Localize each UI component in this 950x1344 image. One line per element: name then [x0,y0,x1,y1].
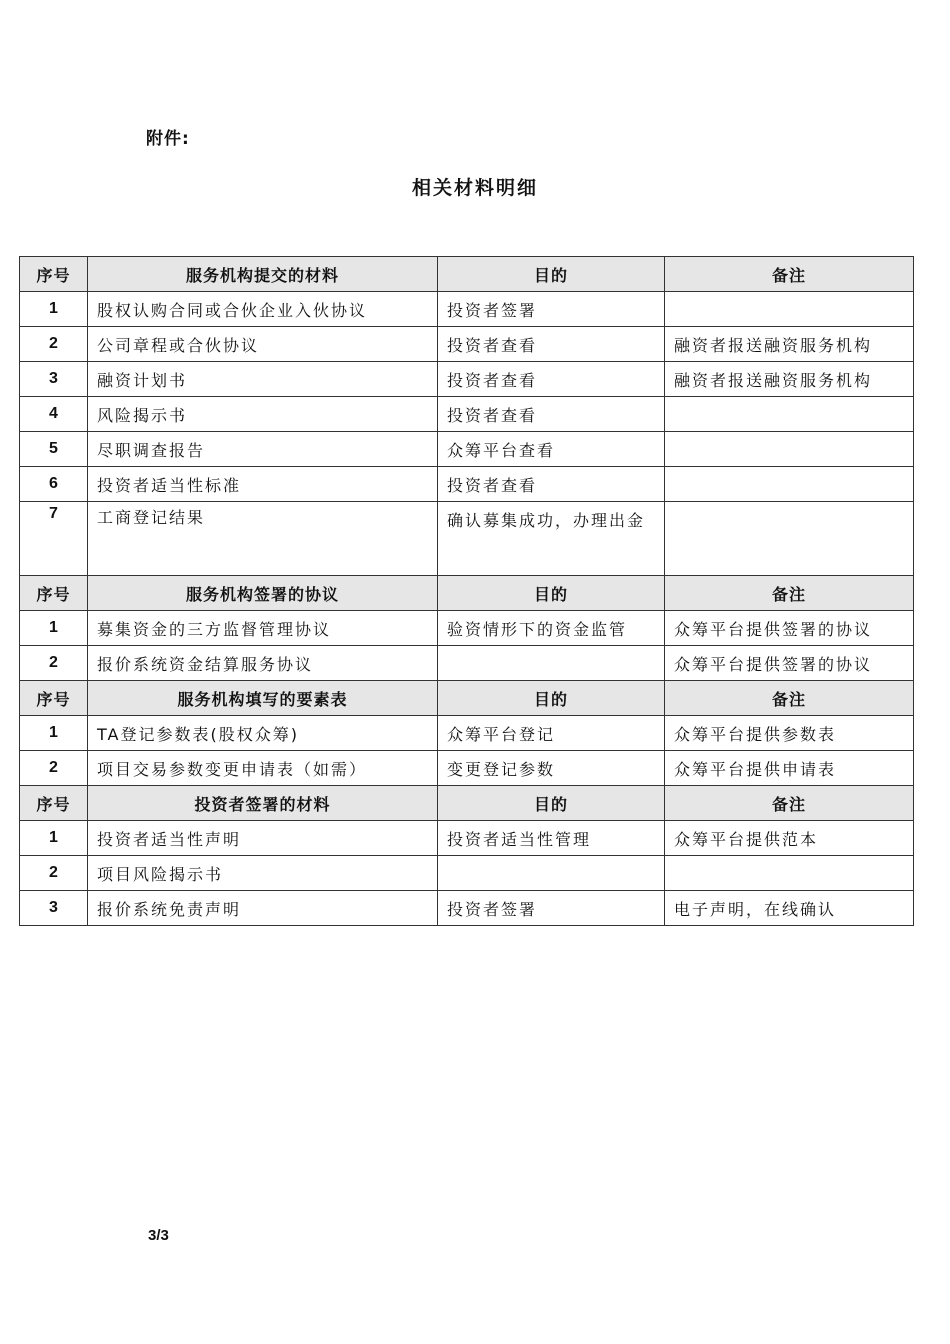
row-number: 7 [20,502,88,576]
column-header-item: 服务机构填写的要素表 [88,681,438,716]
row-purpose: 投资者签署 [438,891,665,926]
row-item: 尽职调查报告 [88,432,438,467]
column-header-item: 服务机构提交的材料 [88,257,438,292]
column-header-note: 备注 [665,257,914,292]
table-row [20,502,914,576]
column-header-purpose: 目的 [438,681,665,716]
column-header-number: 序号 [20,786,88,821]
page-number: 3/3 [148,1227,169,1244]
section-header-row [20,786,914,821]
attachment-label: 附件: [146,129,190,149]
row-item: 投资者适当性声明 [88,821,438,856]
row-purpose: 投资者适当性管理 [438,821,665,856]
document-title: 相关材料明细 [411,177,538,199]
column-header-purpose: 目的 [438,257,665,292]
row-purpose: 投资者查看 [438,327,665,362]
row-number: 3 [20,891,88,926]
row-item: 投资者适当性标准 [88,467,438,502]
table-row [20,611,914,646]
row-number: 1 [20,716,88,751]
row-note: 众筹平台提供签署的协议 [665,646,914,681]
column-header-purpose: 目的 [438,786,665,821]
row-number: 6 [20,467,88,502]
table-row [20,751,914,786]
row-number: 2 [20,751,88,786]
table-row [20,292,914,327]
table-row [20,856,914,891]
table-row [20,716,914,751]
row-note: 众筹平台提供参数表 [665,716,914,751]
row-purpose: 验资情形下的资金监管 [438,611,665,646]
row-note [665,856,914,891]
row-number: 1 [20,821,88,856]
row-note [665,292,914,327]
row-note: 融资者报送融资服务机构 [665,362,914,397]
materials-table [19,256,914,926]
row-number: 5 [20,432,88,467]
row-item: 报价系统资金结算服务协议 [88,646,438,681]
row-number: 1 [20,611,88,646]
row-item: 募集资金的三方监督管理协议 [88,611,438,646]
row-note: 众筹平台提供范本 [665,821,914,856]
column-header-number: 序号 [20,576,88,611]
column-header-purpose: 目的 [438,576,665,611]
column-header-note: 备注 [665,576,914,611]
row-note [665,397,914,432]
row-number: 2 [20,856,88,891]
row-purpose: 投资者查看 [438,397,665,432]
column-header-number: 序号 [20,681,88,716]
column-header-item: 投资者签署的材料 [88,786,438,821]
row-item: 项目交易参数变更申请表（如需） [88,751,438,786]
row-item: 股权认购合同或合伙企业入伙协议 [88,292,438,327]
row-item: 融资计划书 [88,362,438,397]
row-purpose: 确认募集成功，办理出金 [438,502,665,576]
section-header-row [20,257,914,292]
row-note [665,502,914,576]
row-item: TA登记参数表(股权众筹) [88,716,438,751]
row-purpose: 众筹平台查看 [438,432,665,467]
row-purpose [438,646,665,681]
row-note [665,432,914,467]
row-purpose: 投资者查看 [438,362,665,397]
row-number: 1 [20,292,88,327]
row-purpose [438,856,665,891]
row-purpose: 投资者查看 [438,467,665,502]
table-row [20,397,914,432]
section-header-row [20,681,914,716]
row-purpose: 投资者签署 [438,292,665,327]
row-item: 报价系统免责声明 [88,891,438,926]
row-item: 工商登记结果 [88,502,438,576]
column-header-note: 备注 [665,786,914,821]
row-purpose: 变更登记参数 [438,751,665,786]
row-item: 风险揭示书 [88,397,438,432]
row-note: 电子声明，在线确认 [665,891,914,926]
row-item: 项目风险揭示书 [88,856,438,891]
row-number: 3 [20,362,88,397]
table-row [20,432,914,467]
table-row [20,467,914,502]
table-row [20,821,914,856]
column-header-item: 服务机构签署的协议 [88,576,438,611]
row-note [665,467,914,502]
row-number: 2 [20,646,88,681]
column-header-number: 序号 [20,257,88,292]
row-purpose: 众筹平台登记 [438,716,665,751]
table-row [20,327,914,362]
row-note: 融资者报送融资服务机构 [665,327,914,362]
column-header-note: 备注 [665,681,914,716]
row-number: 2 [20,327,88,362]
section-header-row [20,576,914,611]
table-row [20,362,914,397]
table-row [20,646,914,681]
table-row [20,891,914,926]
row-note: 众筹平台提供签署的协议 [665,611,914,646]
row-item: 公司章程或合伙协议 [88,327,438,362]
row-number: 4 [20,397,88,432]
row-note: 众筹平台提供申请表 [665,751,914,786]
